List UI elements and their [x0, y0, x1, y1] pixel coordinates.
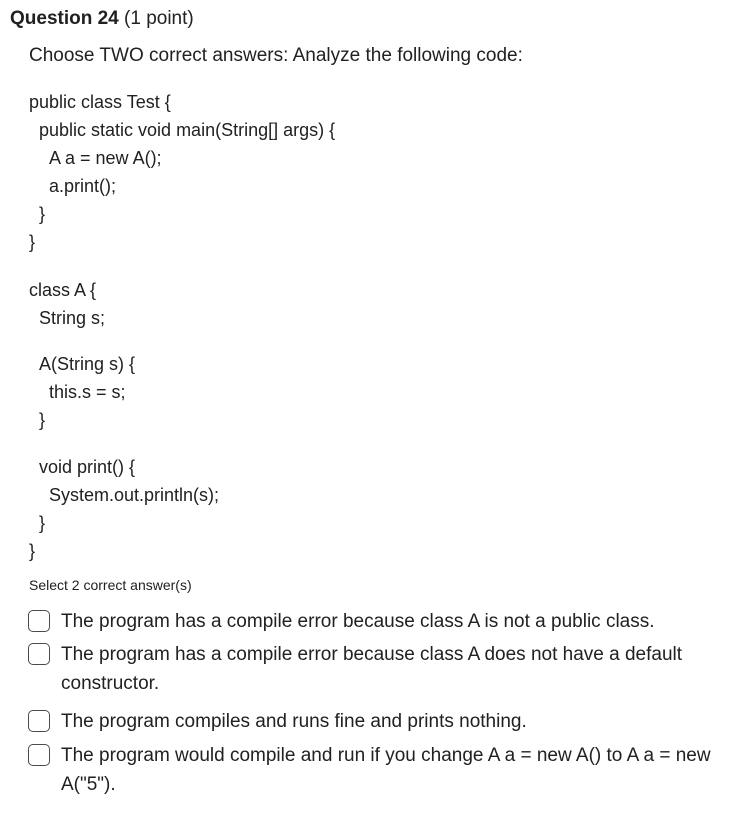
- checkbox[interactable]: [28, 610, 50, 632]
- checkbox[interactable]: [28, 710, 50, 732]
- question-points: (1 point): [124, 8, 194, 29]
- code-line: A a = new A();: [49, 148, 162, 168]
- answer-label[interactable]: The program would compile and run if you change A a = new A() to A a = new A("5").: [61, 745, 711, 795]
- answer-label[interactable]: The program compiles and runs fine and prints nothing.: [61, 711, 527, 732]
- code-line: }: [39, 204, 46, 224]
- code-line: a.print();: [49, 176, 117, 196]
- code-line: }: [29, 541, 36, 561]
- code-line: void print() {: [39, 457, 136, 477]
- code-line: System.out.println(s);: [49, 485, 220, 505]
- answer-label[interactable]: The program has a compile error because class A does not have a default constructor.: [61, 644, 683, 694]
- checkbox[interactable]: [28, 744, 50, 766]
- checkbox[interactable]: [28, 643, 50, 665]
- code-line: }: [39, 410, 46, 430]
- code-line: this.s = s;: [49, 382, 126, 402]
- code-line: }: [39, 513, 46, 533]
- code-line: class A {: [29, 280, 97, 300]
- code-line: public class Test {: [29, 92, 171, 112]
- question-prompt: Choose TWO correct answers: Analyze the following code:: [29, 45, 523, 66]
- question-header: [10, 7, 194, 31]
- answer-label[interactable]: The program has a compile error because class A is not a public class.: [61, 611, 655, 632]
- select-hint: Select 2 correct answer(s): [29, 577, 192, 593]
- code-line: public static void main(String[] args) {: [39, 120, 336, 140]
- code-line: }: [29, 232, 36, 252]
- code-line: String s;: [39, 308, 106, 328]
- code-line: A(String s) {: [39, 354, 136, 374]
- question-title: Question 24: [10, 8, 119, 29]
